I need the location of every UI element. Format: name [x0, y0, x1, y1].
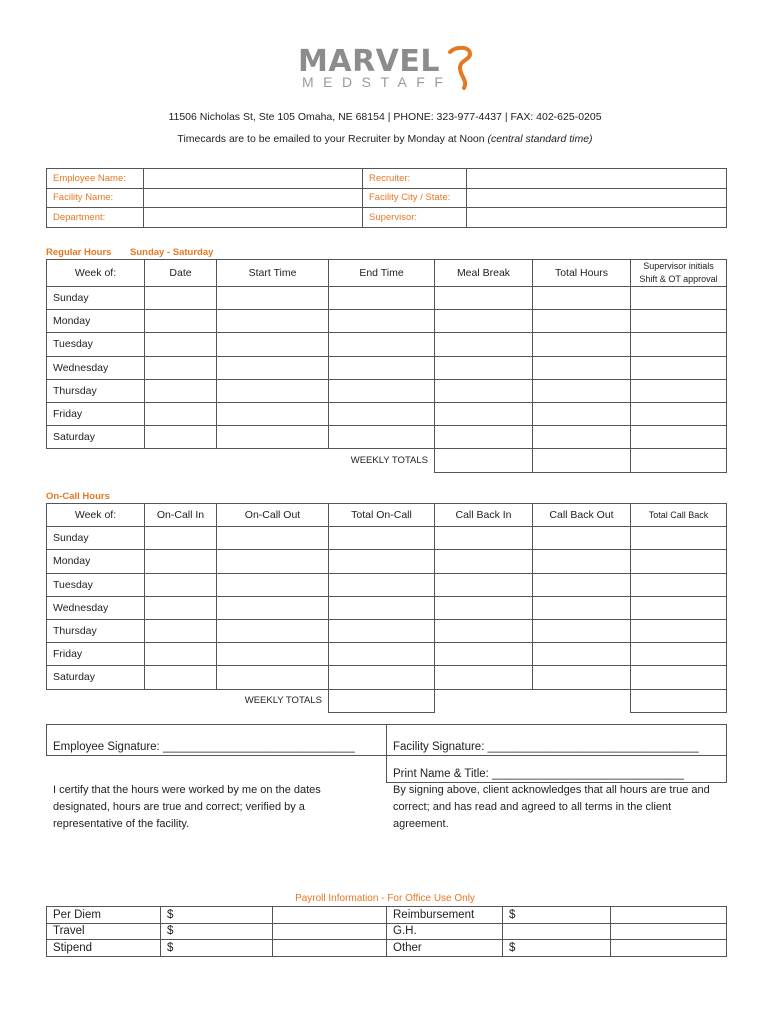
- cell-input[interactable]: [217, 550, 329, 573]
- signature-table: [46, 724, 727, 783]
- cell-input[interactable]: [329, 379, 435, 402]
- table-row: [47, 426, 727, 449]
- regular-hours-label: Regular Hours: [46, 247, 112, 258]
- cell-input[interactable]: [631, 287, 727, 310]
- oncall-totals-callback[interactable]: [631, 689, 727, 712]
- cell-input[interactable]: [217, 666, 329, 689]
- cell-input[interactable]: [435, 550, 533, 573]
- day-label: Wednesday: [47, 356, 145, 379]
- totals-spacer: [47, 449, 145, 472]
- table-row: [47, 596, 727, 619]
- cell-input[interactable]: [435, 596, 533, 619]
- cell-input[interactable]: [217, 379, 329, 402]
- cell-input[interactable]: [329, 310, 435, 333]
- totals-hours[interactable]: [533, 449, 631, 472]
- cell-input[interactable]: [145, 596, 217, 619]
- cell-input[interactable]: [217, 333, 329, 356]
- facility-certification: By signing above, client acknowledges that all hours are true and correct; and has read and agreed to all terms in the client agreement.: [393, 784, 710, 830]
- payroll-extra[interactable]: [611, 907, 727, 924]
- cell-input[interactable]: [631, 402, 727, 425]
- table-row: [47, 356, 727, 379]
- day-label: Thursday: [47, 379, 145, 402]
- table-row: [47, 666, 727, 689]
- payroll-extra[interactable]: [611, 923, 727, 940]
- payroll-label: Other: [387, 940, 503, 957]
- cell-input[interactable]: [329, 550, 435, 573]
- weekly-totals-label: WEEKLY TOTALS: [350, 455, 428, 467]
- cell-input[interactable]: [631, 426, 727, 449]
- cell-input[interactable]: [217, 619, 329, 642]
- payroll-label: Reimbursement: [387, 907, 503, 924]
- payroll-label: Per Diem: [47, 907, 161, 924]
- cell-input[interactable]: [435, 643, 533, 666]
- cell-input[interactable]: [435, 666, 533, 689]
- cell-input[interactable]: [217, 287, 329, 310]
- cell-input[interactable]: [435, 426, 533, 449]
- cell-input[interactable]: [217, 573, 329, 596]
- cell-input[interactable]: [217, 527, 329, 550]
- address-line: 11506 Nicholas St, Ste 105 Omaha, NE 68154 | PHONE: 323-977-4437 | FAX: 402-625-0205: [168, 111, 602, 123]
- cell-input[interactable]: [533, 426, 631, 449]
- cell-input[interactable]: [145, 379, 217, 402]
- employee-certification: I certify that the hours were worked by me on the dates designated, hours are true and correct; verified by a representative of the facility.: [53, 784, 321, 830]
- cell-input[interactable]: [631, 550, 727, 573]
- cell-input[interactable]: [533, 287, 631, 310]
- table-row: [47, 379, 727, 402]
- cell-input[interactable]: [533, 356, 631, 379]
- cell-input[interactable]: [145, 527, 217, 550]
- day-label: Thursday: [47, 619, 145, 642]
- cell-input[interactable]: [533, 527, 631, 550]
- cell-input[interactable]: [435, 356, 533, 379]
- table-row: [47, 310, 727, 333]
- facility-name-label: Facility Name:: [47, 188, 144, 208]
- employee-signature-line[interactable]: Employee Signature: ______________________________: [47, 725, 387, 756]
- recruiter-field[interactable]: [467, 169, 727, 189]
- cell-input[interactable]: [329, 573, 435, 596]
- cell-input[interactable]: [145, 619, 217, 642]
- cell-input[interactable]: [217, 426, 329, 449]
- header-week-of: Week of:: [47, 260, 145, 287]
- cell-input[interactable]: [631, 356, 727, 379]
- payroll-label: Travel: [47, 923, 161, 940]
- cell-input[interactable]: [329, 356, 435, 379]
- payroll-label: G.H.: [387, 923, 503, 940]
- oncall-header-total: Total On-Call: [329, 504, 435, 527]
- header-date: Date: [145, 260, 217, 287]
- cell-input[interactable]: [631, 573, 727, 596]
- cell-input[interactable]: [533, 596, 631, 619]
- company-logo: [298, 44, 478, 94]
- table-row: [47, 923, 727, 940]
- cell-input[interactable]: [145, 426, 217, 449]
- payroll-amount[interactable]: $: [503, 907, 611, 924]
- facility-city-state-label: Facility City / State:: [363, 188, 467, 208]
- cell-input[interactable]: [145, 310, 217, 333]
- department-label: Department:: [47, 208, 144, 228]
- totals-supervisor[interactable]: [631, 449, 727, 472]
- cell-input[interactable]: [329, 596, 435, 619]
- cell-input[interactable]: [435, 310, 533, 333]
- header-end-time: End Time: [329, 260, 435, 287]
- oncall-header-callback-in: Call Back In: [435, 504, 533, 527]
- totals-spacer: [435, 689, 533, 712]
- oncall-totals-total[interactable]: [329, 689, 435, 712]
- weekly-totals-row: [47, 449, 727, 472]
- payroll-title: Payroll Information - For Office Use Only: [295, 893, 475, 904]
- header-meal-break: Meal Break: [435, 260, 533, 287]
- cell-input[interactable]: [435, 333, 533, 356]
- supervisor-field[interactable]: [467, 208, 727, 228]
- cell-input[interactable]: [329, 287, 435, 310]
- cell-input[interactable]: [329, 666, 435, 689]
- cell-input[interactable]: [631, 310, 727, 333]
- totals-meal-break[interactable]: [435, 449, 533, 472]
- day-label: Tuesday: [47, 333, 145, 356]
- oncall-header-out: On-Call Out: [217, 504, 329, 527]
- cell-input[interactable]: [145, 643, 217, 666]
- table-row: [47, 527, 727, 550]
- supervisor-label: Supervisor:: [363, 208, 467, 228]
- cell-input[interactable]: [329, 426, 435, 449]
- logo-mark-icon: [446, 46, 476, 90]
- payroll-table: [46, 906, 727, 957]
- cell-input[interactable]: [533, 619, 631, 642]
- cell-input[interactable]: [533, 550, 631, 573]
- cell-input[interactable]: [145, 356, 217, 379]
- cell-input[interactable]: [631, 596, 727, 619]
- totals-spacer: [145, 449, 217, 472]
- cell-input[interactable]: [631, 379, 727, 402]
- regular-hours-table: [46, 259, 727, 473]
- table-row: [47, 287, 727, 310]
- oncall-weekly-totals-label: WEEKLY TOTALS: [244, 695, 322, 707]
- cell-input[interactable]: [435, 573, 533, 596]
- cell-input[interactable]: [631, 643, 727, 666]
- cell-input[interactable]: [217, 402, 329, 425]
- cell-input[interactable]: [145, 402, 217, 425]
- cell-input[interactable]: [533, 573, 631, 596]
- totals-spacer: [217, 449, 329, 472]
- instruction-text: Timecards are to be emailed to your Recruiter by Monday at Noon: [177, 133, 485, 145]
- cell-input[interactable]: [217, 596, 329, 619]
- payroll-extra[interactable]: [273, 907, 387, 924]
- cell-input[interactable]: [533, 310, 631, 333]
- cell-input[interactable]: [631, 527, 727, 550]
- instruction-line: [0, 133, 770, 145]
- facility-name-field[interactable]: [144, 188, 363, 208]
- oncall-header-week-of: Week of:: [47, 504, 145, 527]
- cell-input[interactable]: [435, 619, 533, 642]
- cell-input[interactable]: [631, 666, 727, 689]
- employee-info-table: [46, 168, 727, 228]
- cell-input[interactable]: [329, 402, 435, 425]
- oncall-header-callback-out: Call Back Out: [533, 504, 631, 527]
- department-field[interactable]: [144, 208, 363, 228]
- employee-name-label: Employee Name:: [47, 169, 144, 189]
- cell-input[interactable]: [217, 356, 329, 379]
- day-label: Saturday: [47, 666, 145, 689]
- cell-input[interactable]: [533, 402, 631, 425]
- payroll-amount[interactable]: $: [161, 923, 273, 940]
- table-row: [47, 643, 727, 666]
- oncall-header-total-callback: Total Call Back: [631, 504, 727, 527]
- on-call-hours-label: On-Call Hours: [46, 491, 110, 502]
- table-row: [47, 940, 727, 957]
- table-row: [47, 333, 727, 356]
- table-row: [47, 619, 727, 642]
- cell-input[interactable]: [533, 333, 631, 356]
- day-label: Tuesday: [47, 573, 145, 596]
- regular-hours-range: Sunday - Saturday: [130, 247, 214, 258]
- cell-input[interactable]: [435, 527, 533, 550]
- cell-input[interactable]: [631, 619, 727, 642]
- cell-input[interactable]: [533, 379, 631, 402]
- day-label: Friday: [47, 402, 145, 425]
- cell-input[interactable]: [145, 573, 217, 596]
- header-total-hours: Total Hours: [533, 260, 631, 287]
- payroll-label: Stipend: [47, 940, 161, 957]
- oncall-weekly-totals-row: [47, 689, 727, 712]
- payroll-amount[interactable]: $: [161, 940, 273, 957]
- print-name-title-line[interactable]: Print Name & Title: ______________________________: [387, 756, 727, 783]
- cell-input[interactable]: [217, 643, 329, 666]
- cell-input[interactable]: [329, 527, 435, 550]
- day-label: Saturday: [47, 426, 145, 449]
- cell-input[interactable]: [329, 619, 435, 642]
- sig-spacer: [47, 756, 387, 783]
- totals-spacer: [533, 689, 631, 712]
- day-label: Sunday: [47, 287, 145, 310]
- payroll-extra[interactable]: [611, 940, 727, 957]
- logo-main-text: MARVEL: [298, 44, 440, 79]
- on-call-hours-table: [46, 503, 727, 713]
- supervisor-header-line1: Supervisor initials: [643, 261, 714, 271]
- supervisor-header-line2: Shift & OT approval: [639, 274, 718, 284]
- cell-input[interactable]: [145, 666, 217, 689]
- logo-sub-text: MEDSTAFF: [302, 74, 453, 90]
- table-row: [47, 573, 727, 596]
- payroll-amount[interactable]: $: [161, 907, 273, 924]
- cell-input[interactable]: [435, 287, 533, 310]
- cell-input[interactable]: [631, 333, 727, 356]
- cell-input[interactable]: [533, 643, 631, 666]
- day-label: Sunday: [47, 527, 145, 550]
- day-label: Monday: [47, 550, 145, 573]
- cell-input[interactable]: [435, 402, 533, 425]
- instruction-italic: (central standard time): [487, 133, 593, 145]
- table-row: [47, 907, 727, 924]
- oncall-header-in: On-Call In: [145, 504, 217, 527]
- payroll-amount[interactable]: $: [503, 940, 611, 957]
- day-label: Friday: [47, 643, 145, 666]
- payroll-extra[interactable]: [273, 923, 387, 940]
- cell-input[interactable]: [145, 287, 217, 310]
- facility-signature-line[interactable]: Facility Signature: _________________________________: [387, 725, 727, 756]
- cell-input[interactable]: [329, 333, 435, 356]
- totals-spacer: [47, 689, 145, 712]
- cell-input[interactable]: [145, 333, 217, 356]
- day-label: Wednesday: [47, 596, 145, 619]
- table-row: [47, 402, 727, 425]
- table-row: [47, 550, 727, 573]
- header-supervisor-approval: [631, 260, 727, 287]
- header-start-time: Start Time: [217, 260, 329, 287]
- payroll-amount[interactable]: [503, 923, 611, 940]
- cell-input[interactable]: [217, 310, 329, 333]
- facility-city-state-field[interactable]: [467, 188, 727, 208]
- cell-input[interactable]: [435, 379, 533, 402]
- day-label: Monday: [47, 310, 145, 333]
- cell-input[interactable]: [145, 550, 217, 573]
- cell-input[interactable]: [329, 643, 435, 666]
- cell-input[interactable]: [533, 666, 631, 689]
- payroll-extra[interactable]: [273, 940, 387, 957]
- employee-name-field[interactable]: [144, 169, 363, 189]
- recruiter-label: Recruiter:: [363, 169, 467, 189]
